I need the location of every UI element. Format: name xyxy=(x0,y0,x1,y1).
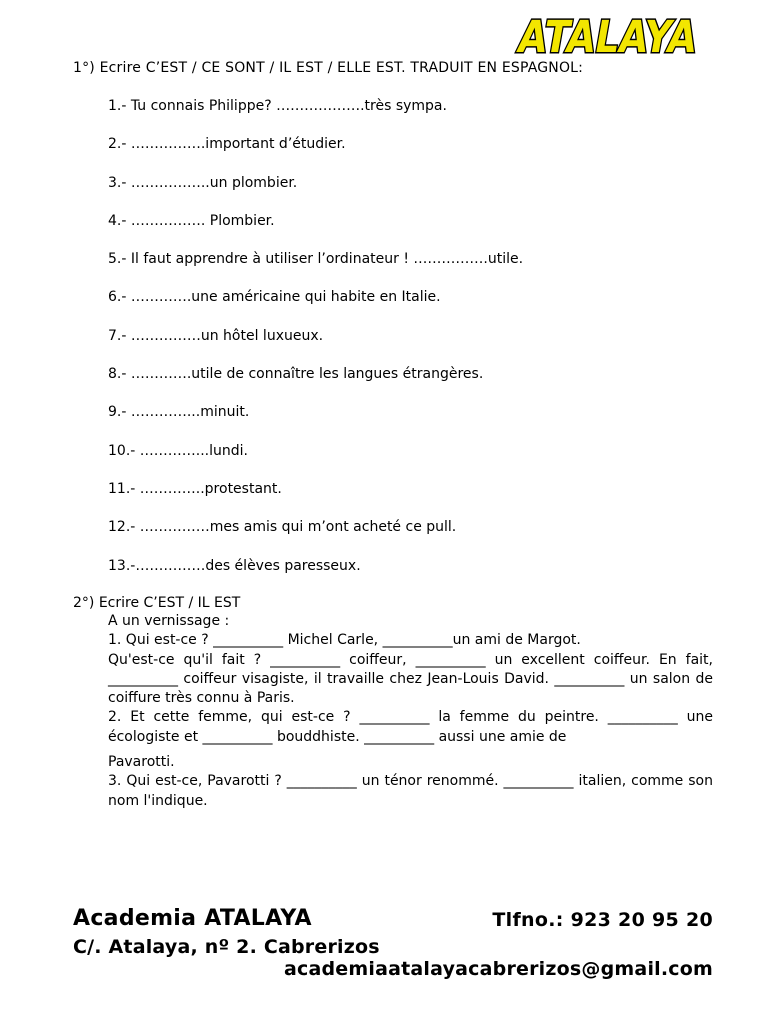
exercise1-item: 12.- ……………mes amis qui m’ont acheté ce pull. xyxy=(108,519,457,536)
exercise2-intro: A un vernissage : xyxy=(108,613,230,629)
exercise1-item: 9.- …………...minuit. xyxy=(108,404,250,421)
footer-phone: Tlfno.: 923 20 95 20 xyxy=(492,909,713,931)
exercise1-item: 5.- Il faut apprendre à utiliser l’ordinateur ! …………….utile. xyxy=(108,251,524,268)
exercise1-item: 1.- Tu connais Philippe? ……………….très sympa. xyxy=(108,98,447,114)
exercise1-item: 8.- ………….utile de connaître les langues étrangères. xyxy=(108,366,484,383)
exercise1-item: 13.-……………des élèves paresseux. xyxy=(108,557,361,574)
exercise2-paragraph: 1. Qui est-ce ? __________ Michel Carle, __________un ami de Margot. xyxy=(108,632,581,649)
exercise2-body xyxy=(108,612,713,811)
exercise2-paragraph: Qu'est-ce qu'il fait ? __________ coiffeur, __________ un excellent coiffeur. En fait, __________ coiffeur visagiste, il travaille chez Jean-Louis David. __________ un salon de coiffure très connu à Paris. xyxy=(108,651,713,707)
exercise1-title: 1°) Ecrire C’EST / CE SONT / IL EST / ELLE EST. TRADUIT EN ESPAGNOL: xyxy=(73,60,584,76)
exercise1-item: 7.- ……………un hôtel luxueux. xyxy=(108,327,324,344)
footer-academy-name: Academia ATALAYA xyxy=(73,906,312,931)
exercise1-item: 4.- ……………. Plombier. xyxy=(108,212,275,229)
footer-address: C/. Atalaya, nº 2. Cabrerizos xyxy=(73,936,380,958)
exercise2-title: 2°) Ecrire C’EST / IL EST xyxy=(73,595,241,611)
footer-email: academiaatalayacabrerizos@gmail.com xyxy=(283,958,713,980)
exercise1-list xyxy=(108,97,708,595)
exercise1-item: 3.- ……………..un plombier. xyxy=(108,174,298,191)
exercise1-item: 2.- …………….important d’étudier. xyxy=(108,136,346,153)
atalaya-logo-graphic xyxy=(512,8,734,63)
logo-text: ATALAYA xyxy=(514,12,734,63)
exercise1-item: 10.- …………...lundi. xyxy=(108,442,248,459)
exercise2-paragraph: 3. Qui est-ce, Pavarotti ? __________ un ténor renommé. __________ italien, comme son nom l'indique. xyxy=(108,773,713,809)
exercise1-item: 11.- …………..protestant. xyxy=(108,480,282,497)
exercise2-paragraph: Pavarotti. xyxy=(108,754,175,771)
exercise1-item: 6.- ………….une américaine qui habite en Italie. xyxy=(108,289,441,306)
atalaya-logo xyxy=(512,8,734,63)
exercise2-paragraph: 2. Et cette femme, qui est-ce ? __________ la femme du peintre. __________ une écologiste et __________ bouddhiste. __________ aussi une amie de xyxy=(108,709,713,745)
